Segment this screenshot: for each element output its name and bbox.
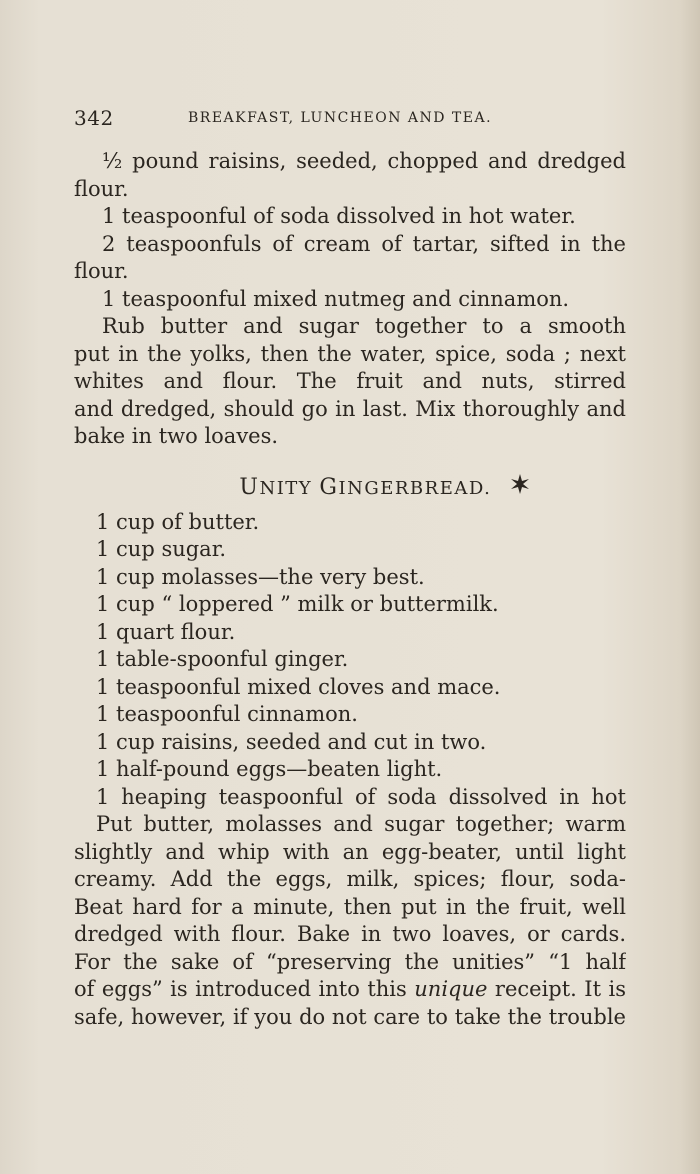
text-line: whites and flour. The fruit and nuts, stirred <box>74 369 626 393</box>
text-segment: receipt. It is <box>487 977 626 1001</box>
maltese-cross-icon <box>509 473 531 503</box>
page-body <box>74 148 626 1031</box>
text-line: ½ pound raisins, seeded, chopped and dredged <box>102 149 626 173</box>
text-line: Beat hard for a minute, then put in the fruit, well <box>74 894 626 919</box>
text-line: Rub butter and sugar together to a smooth <box>102 314 626 338</box>
text-line <box>74 976 626 1004</box>
title-smallcaps: INGERBREAD. <box>338 477 492 499</box>
ingredient-line: 1 cup “ loppered ” milk or buttermilk. <box>96 592 499 616</box>
text-line: 1 teaspoonful mixed nutmeg and cinnamon. <box>102 286 570 311</box>
text-line: put in the yolks, then the water, spice, soda ; next <box>74 341 626 366</box>
title-initial: G <box>319 474 339 500</box>
text-line: creamy. Add the eggs, milk, spices; flour, soda- <box>74 867 626 891</box>
page-header <box>74 106 634 132</box>
text-line: dredged with flour. Bake in two loaves, or cards. <box>74 922 626 946</box>
ingredient-line: 1 cup molasses—the very best. <box>96 564 425 589</box>
text-line: bake in two loaves. <box>74 424 279 448</box>
text-line: safe, however, if you do not care to take the trouble <box>74 1004 626 1029</box>
ingredient-line: 1 half-pound eggs—beaten light. <box>96 757 443 781</box>
ingredient-line: 1 teaspoonful cinnamon. <box>96 702 358 726</box>
text-segment: of eggs” is introduced into this <box>74 977 415 1001</box>
title-smallcaps: NITY <box>259 477 313 499</box>
title-initial: U <box>239 474 260 500</box>
page-number: 342 <box>74 106 114 130</box>
ingredient-line: 1 teaspoonful mixed cloves and mace. <box>96 674 501 699</box>
running-head: BREAKFAST, LUNCHEON AND TEA. <box>188 110 493 126</box>
ingredient-line: 1 cup of butter. <box>96 509 260 534</box>
ingredient-line: 1 table-spoonful ginger. <box>96 647 349 671</box>
text-line: 2 teaspoonfuls of cream of tartar, sifted in the <box>102 231 626 256</box>
text-line: slightly and whip with an egg-beater, until light <box>74 839 626 864</box>
text-line: flour. <box>74 176 129 201</box>
text-line: and dredged, should go in last. Mix thoroughly and <box>74 396 626 421</box>
ingredient-line: 1 cup sugar. <box>96 537 227 561</box>
ingredient-line: 1 cup raisins, seeded and cut in two. <box>96 729 487 754</box>
text-line: flour. <box>74 259 129 283</box>
recipe-title <box>74 473 626 501</box>
ingredient-line: 1 quart flour. <box>96 619 236 644</box>
text-line: For the sake of “preserving the unities” “1 half <box>74 949 626 974</box>
italic-word: unique <box>414 977 488 1001</box>
text-line: 1 teaspoonful of soda dissolved in hot water. <box>102 204 576 228</box>
ingredient-line: 1 heaping teaspoonful of soda dissolved in hot <box>96 784 626 809</box>
text-line: Put butter, molasses and sugar together; warm <box>96 812 626 836</box>
